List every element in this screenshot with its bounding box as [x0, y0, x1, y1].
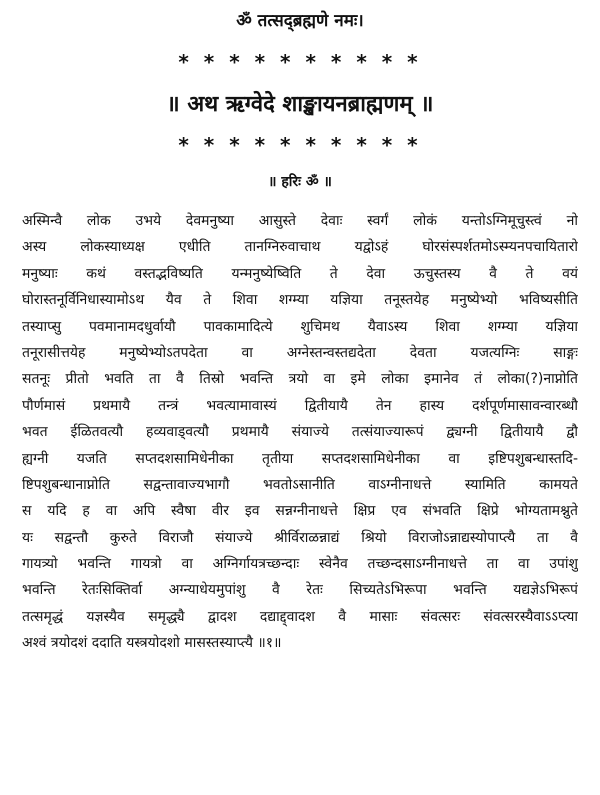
star-divider-bottom: * * * * * * * * * *: [178, 133, 422, 157]
text-line: यः सद्वन्तौ कुरुते विराजौ संयाज्ये श्रीर्विराळन्नाद्यं श्रियो विराजोऽन्नाद्यस्योपाप्त्यै ता वै: [22, 529, 578, 546]
text-line: तत्समृद्धं यज्ञस्यैव समृद्ध्यै द्वादश दद्याद्द्वादश वै मासाः संवत्सरः संवत्सरस्यैवाऽऽप्त्या: [22, 608, 578, 625]
text-line: भवन्ति रेतःसिक्तिर्वा अग्न्याधेयमुपांशु वै रेतः सिच्यतेऽभिरूपा भवन्ति यद्यज्ञेऽभिरूपं: [22, 582, 578, 599]
text-line: स यदि ह वा अपि स्वैषा वीर इव सन्नग्नीनाधत्ते क्षिप्र एव संभवति क्षिप्रे भोग्यतामश्नुते: [22, 503, 578, 520]
body-paragraph: [22, 208, 578, 657]
text-line: पौर्णमासं प्रथमायै तन्त्रं भवत्यामावास्यं द्वितीयायै तेन हास्य दर्शपूर्णमासावन्वारब्धौ: [22, 397, 578, 414]
text-line: अस्मिन्वै लोक उभये देवमनुष्या आसुस्ते देवाः स्वर्गं लोकं यन्तोऽग्निमूचुस्त्वं नो: [22, 213, 578, 229]
text-line: मनुष्याः कथं वस्तद्भविष्यति यन्मनुष्येष्विति ते देवा ऊचुस्तस्य वै ते वयं: [22, 265, 578, 282]
text-line: गायत्र्यो भवन्ति गायत्रो वा अग्निर्गायत्रच्छन्दाः स्वेनैव तच्छन्दसाऽग्नीनाधत्ते ता वा उपांशु: [22, 556, 578, 573]
text-line: भवत ईळितवत्यौ हव्यवाड्वत्यौ प्रथमायै संयाज्ये तत्संयाज्यारूपं द्व्यग्नी द्वितीयायै द्वौ: [22, 424, 578, 441]
text-line: घोरास्तनूर्विनिधास्यामोऽथ यैव ते शिवा शग्म्या यज्ञिया तनूस्तयेह मनुष्येभ्यो भविष्यसीति: [22, 292, 578, 309]
hari-om-line: ॥ हरिः ॐ ॥: [268, 174, 332, 190]
text-line: ह्यग्नी यजति सप्तदशसामिधेनीका तृतीया सप्तदशसामिधेनीका वा इष्टिपशुबन्धास्तदि-: [22, 450, 578, 467]
text-line: सतनूः प्रीतो भवति ता वै तिस्रो भवन्ति त्रयो वा इमे लोका इमानेव तं लोका(?)नाप्नोति: [22, 371, 578, 388]
page-title: ॥ अथ ऋग्वेदे शाङ्खायनब्राह्मणम् ॥: [166, 92, 434, 117]
text-line: अस्य लोकस्याध्यक्ष एधीति तानग्निरुवाचाथ यद्वोऽहं घोरसंस्पर्शतमोऽस्म्यनपचायितारो: [22, 239, 578, 256]
text-line: तनूरासीत्तयेह मनुष्येभ्योऽतपदेता वा अग्नेस्तन्वस्तद्यदेता देवता यजत्यग्निः साङ्गः: [22, 344, 578, 361]
star-divider-top: * * * * * * * * * *: [178, 50, 422, 74]
invocation-line: ॐ तत्सद्ब्रह्मणे नमः।: [236, 11, 364, 31]
text-line: अश्वं त्रयोदशं ददाति यस्त्रयोदशो मासस्तस्याप्त्यै ॥१॥: [22, 635, 282, 652]
text-line: ष्टिपशुबन्धानाप्नोति सद्वन्तावाज्यभागौ भवतोऽसानीति वाऽग्नीनाधत्ते स्यामिति कामयते: [22, 476, 578, 493]
text-line: तस्याप्सु पवमानामदधुर्वायौ पावकामादित्ये शुचिमथ यैवाऽस्य शिवा शग्म्या यज्ञिया: [22, 318, 578, 335]
